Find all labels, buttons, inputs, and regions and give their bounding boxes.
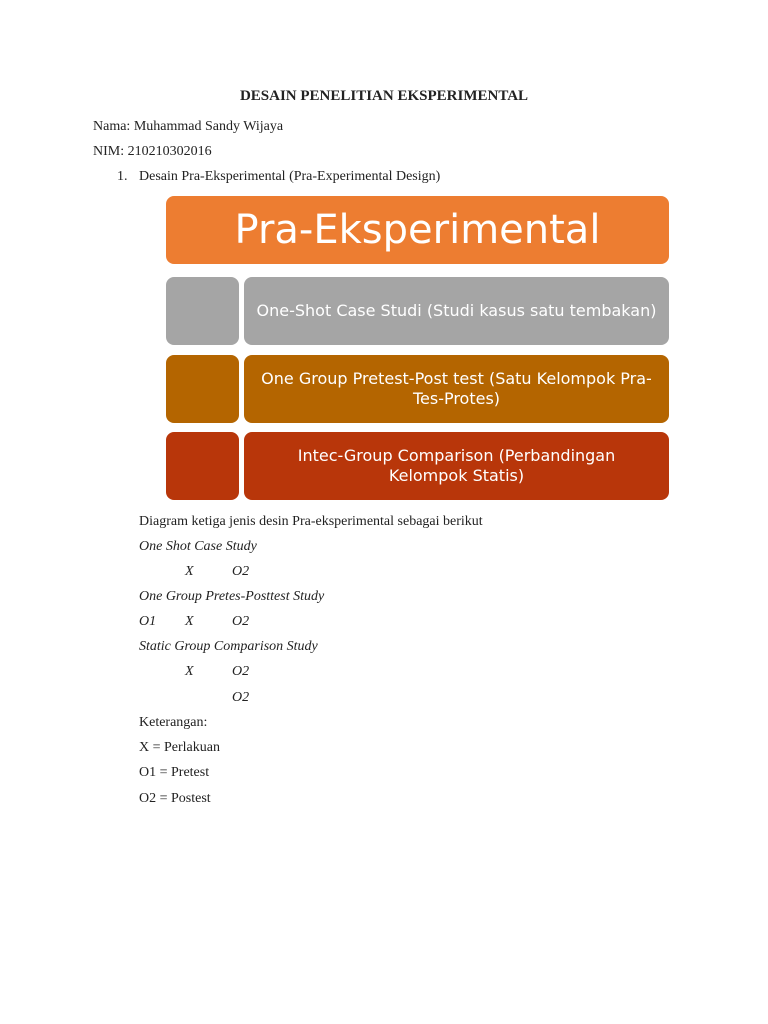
design3-name: Static Group Comparison Study [139,639,318,654]
legend-o2: O2 = Postest [139,791,211,806]
diagram-square-2 [166,355,239,423]
diagram-label-1: One-Shot Case Studi (Studi kasus satu tembakan) [244,277,669,345]
design3-x: X [185,664,194,679]
design3-o2-b: O2 [232,690,250,705]
list-item-text: Desain Pra-Eksperimental (Pra-Experimental Design) [139,169,441,184]
design2-name: One Group Pretes-Posttest Study [139,589,325,604]
design3-o2-a: O2 [232,664,250,679]
legend-x: X = Perlakuan [139,740,220,755]
design2-x: X [185,614,194,629]
design1-name: One Shot Case Study [139,539,257,554]
diagram-intro: Diagram ketiga jenis desin Pra-eksperimental sebagai berikut [139,514,483,529]
diagram-label-3: Intec-Group Comparison (Perbandingan Kelompok Statis) [244,432,669,500]
student-nim: NIM: 210210302016 [93,144,212,159]
design1-x: X [185,564,194,579]
diagram-header: Pra-Eksperimental [166,196,669,264]
student-name: Nama: Muhammad Sandy Wijaya [93,119,284,134]
legend-o1: O1 = Pretest [139,765,210,780]
diagram-label-2: One Group Pretest-Post test (Satu Kelompok Pra-Tes-Protes) [244,355,669,423]
keterangan-label: Keterangan: [139,715,208,730]
design2-o2: O2 [232,614,250,629]
document-title: DESAIN PENELITIAN EKSPERIMENTAL [239,88,529,104]
diagram-square-1 [166,277,239,345]
list-number: 1. [117,169,128,184]
design1-o2: O2 [232,564,250,579]
diagram-square-3 [166,432,239,500]
design2-o1: O1 [139,614,157,629]
